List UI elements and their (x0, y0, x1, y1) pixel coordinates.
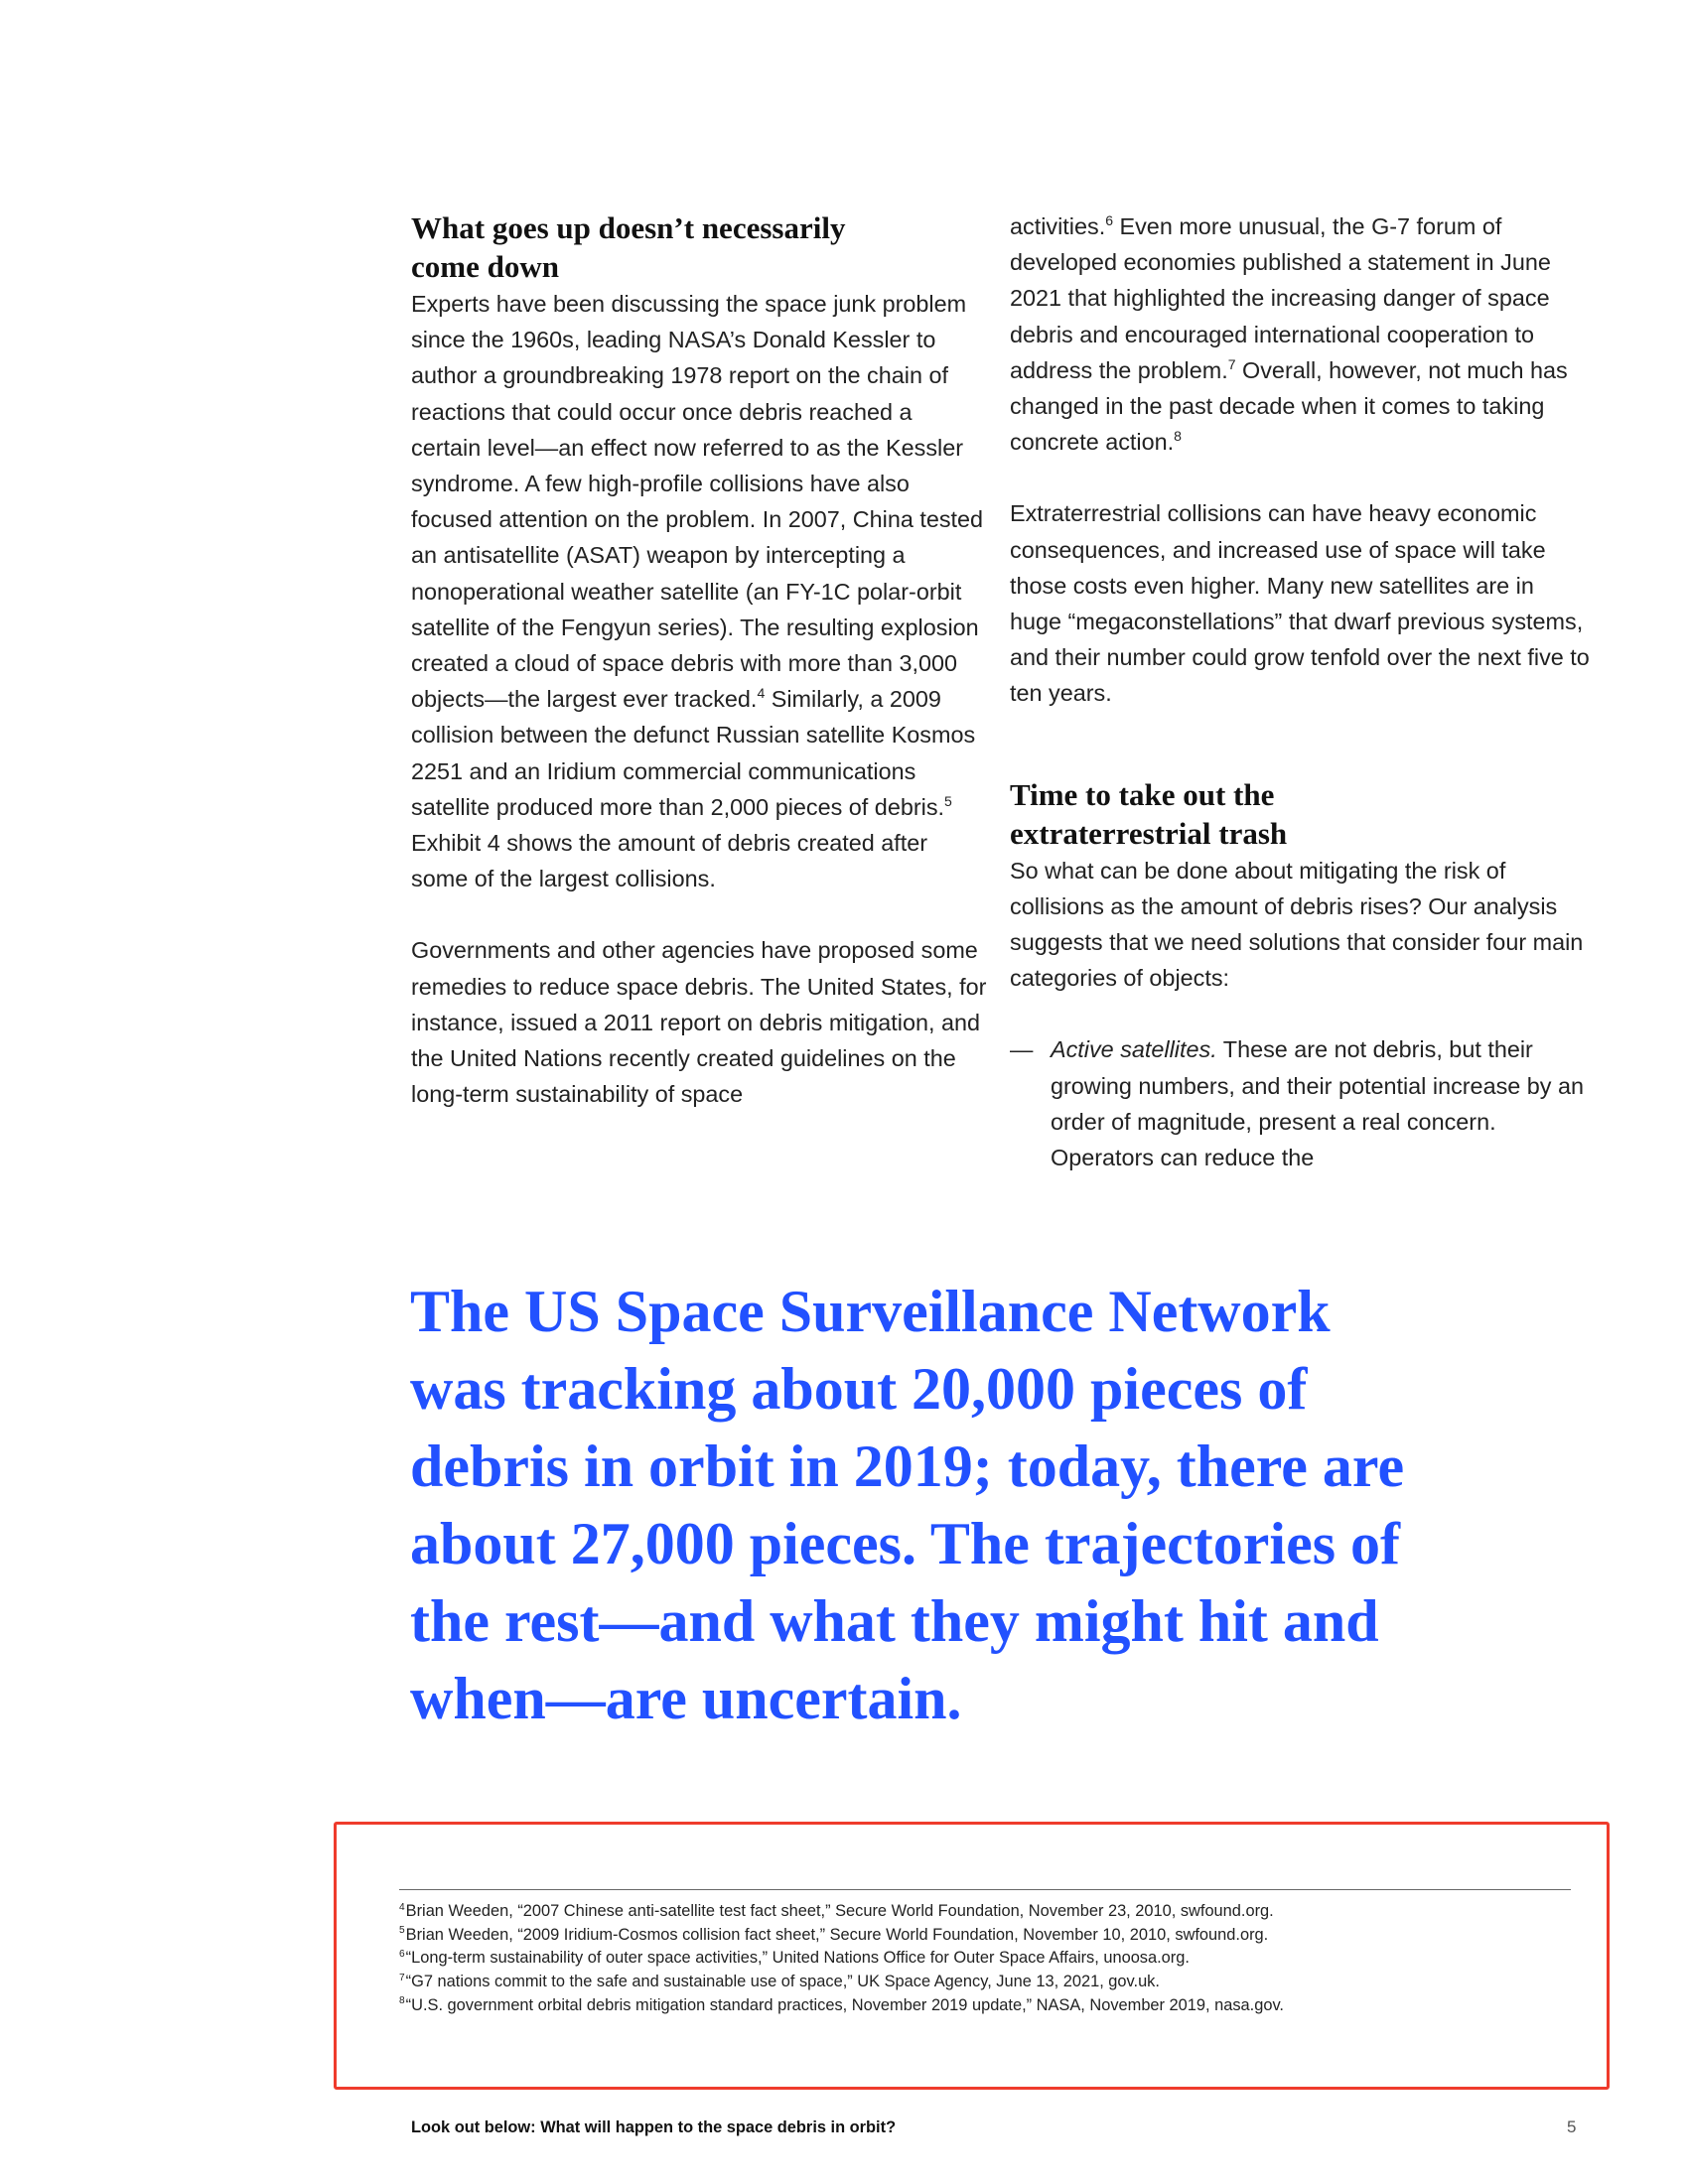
footnote-text: “U.S. government orbital debris mitigation standard practices, November 2019 update,” NASA, November 2019, nasa.gov. (405, 1995, 1284, 2014)
bullet-term: Active satellites. (1051, 1036, 1217, 1063)
body-text: Even more unusual, the G-7 forum of developed economies published a statement in June 2021 that highlighted the increasing danger of space debris and encouraged international cooperation to address the problem. (1010, 213, 1551, 383)
right-column (1010, 208, 1591, 1175)
pull-quote-line: debris in orbit in 2019; today, there are (410, 1433, 1405, 1499)
heading-line: Time to take out the (1010, 776, 1275, 812)
heading-line: come down (411, 249, 559, 284)
body-text: Exhibit 4 shows the amount of debris created after some of the largest collisions. (411, 830, 928, 892)
pull-quote-line: about 27,000 pieces. The trajectories of (410, 1511, 1401, 1576)
body-text: Similarly, a 2009 collision between the defunct Russian satellite Kosmos 2251 and an Iridium commercial communications satellite produced more than 2,000 pieces of debris. (411, 686, 976, 820)
body-paragraph (1010, 208, 1591, 460)
footnote (399, 1994, 1571, 2018)
footnote (399, 1924, 1571, 1948)
body-paragraph (411, 286, 987, 896)
footnote (399, 1971, 1571, 1994)
footnote-ref: 4 (757, 685, 766, 702)
footnote-text: Brian Weeden, “2007 Chinese anti-satellite test fact sheet,” Secure World Foundation, November 23, 2010, swfound.org. (405, 1902, 1274, 1920)
bullet-dash: — (1010, 1036, 1034, 1063)
footnote-text: Brian Weeden, “2009 Iridium-Cosmos collision fact sheet,” Secure World Foundation, November 10, 2010, swfound.org. (405, 1925, 1269, 1944)
pull-quote-line: when—are uncertain. (410, 1666, 962, 1731)
pull-quote-line: the rest—and what they might hit and (410, 1588, 1379, 1654)
footnote (399, 1900, 1571, 1924)
footnote-number: 7 (399, 1972, 405, 1983)
body-paragraph: Governments and other agencies have proposed some remedies to reduce space debris. The United States, for instance, issued a 2011 report on debris mitigation, and the United Nations recently created guidelines on the long-term sustainability of space (411, 937, 987, 1108)
body-text: Experts have been discussing the space junk problem since the 1960s, leading NASA’s Donald Kessler to author a groundbreaking 1978 report on the chain of reactions that could occur once debris reached a certain level—an effect now referred to as the Kessler syndrome. A few high-profile collisions have also focused attention on the problem. In 2007, China tested an antisatellite (ASAT) weapon by intercepting a nonoperational weather satellite (an FY-1C polar-orbit satellite of the Fengyun series). The resulting explosion created a cloud of space debris with more than 3,000 objects—the largest ever tracked. (411, 291, 984, 713)
footnote-number: 8 (399, 1995, 405, 2007)
footnote-ref: 5 (944, 793, 952, 810)
body-text: Overall, however, not much has changed in the past decade when it comes to taking concrete action. (1010, 356, 1568, 456)
footnote-divider (399, 1889, 1571, 1890)
heading-line: What goes up doesn’t necessarily (411, 210, 846, 245)
footnote-ref: 7 (1227, 356, 1236, 373)
list-item (1010, 1031, 1591, 1175)
footnote (399, 1947, 1571, 1971)
footnote-text: “G7 nations commit to the safe and sustainable use of space,” UK Space Agency, June 13, 2021, gov.uk. (405, 1973, 1160, 1991)
footnote-number: 4 (399, 1901, 405, 1913)
left-column (411, 208, 987, 1112)
footnote-number: 6 (399, 1948, 405, 1960)
section-heading-time-to-take-out (1010, 775, 1591, 853)
footnote-ref: 8 (1174, 428, 1182, 445)
pull-quote-line: The US Space Surveillance Network (410, 1279, 1331, 1344)
footnote-number: 5 (399, 1925, 405, 1937)
running-footer-title: Look out below: What will happen to the space debris in orbit? (411, 2118, 897, 2136)
pull-quote-line: was tracking about 20,000 pieces of (410, 1356, 1308, 1422)
footnote-ref: 6 (1105, 212, 1114, 229)
bullet-text: These are not debris, but their growing numbers, and their potential increase by an order of magnitude, present a real concern. Operators can reduce the (1051, 1036, 1585, 1171)
body-paragraph: So what can be done about mitigating the risk of collisions as the amount of debris rises? Our analysis suggests that we need solutions that consider four main categories of objects: (1010, 857, 1584, 992)
page-number: 5 (1567, 2117, 1577, 2136)
heading-line: extraterrestrial trash (1010, 815, 1288, 851)
body-paragraph: Extraterrestrial collisions can have heavy economic consequences, and increased use of space will take those costs even higher. Many new satellites are in huge “megaconstellations” that dwarf previous systems, and their number could grow tenfold over the next five to ten years. (1010, 500, 1590, 707)
section-heading-what-goes-up (411, 208, 987, 286)
pull-quote (410, 1273, 1582, 1737)
body-text: activities. (1010, 213, 1106, 239)
footnote-text: “Long-term sustainability of outer space activities,” United Nations Office for Outer Space Affairs, unoosa.org. (405, 1949, 1190, 1968)
footnotes (399, 1900, 1571, 2018)
